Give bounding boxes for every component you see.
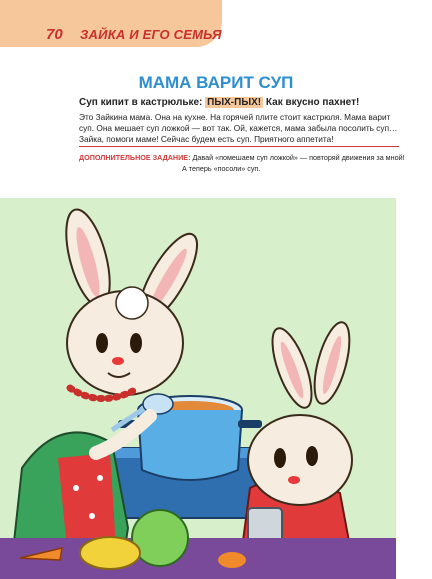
mother-nose bbox=[112, 357, 124, 365]
divider bbox=[79, 146, 399, 147]
extra-task-line1: Давай «помешаем суп ложкой» — повторяй движения за мной! bbox=[192, 153, 405, 162]
extra-task-label: ДОПОЛНИТЕЛЬНОЕ ЗАДАНИЕ: bbox=[79, 153, 191, 162]
series-title: ЗАЙКА И ЕГО СЕМЬЯ bbox=[80, 27, 222, 42]
lead-suffix: Как вкусно пахнет! bbox=[265, 97, 360, 108]
extra-task bbox=[79, 152, 405, 174]
mother-eye-left bbox=[96, 333, 108, 353]
squash bbox=[80, 537, 140, 569]
page-number: 70 bbox=[46, 26, 63, 43]
bunny-eye-left bbox=[274, 448, 286, 468]
carrot-slices bbox=[218, 552, 246, 568]
bunny-eye-right bbox=[306, 446, 318, 466]
lead-prefix: Суп кипит в кастрюльке: bbox=[79, 97, 203, 108]
bunny-nose bbox=[288, 476, 300, 484]
extra-task-line2: А теперь «посоли» суп. bbox=[182, 164, 261, 173]
story-body: Это Зайкина мама. Она на кухне. На горячей плите стоит кастрюля. Мама варит суп. Она мешает суп ложкой — вот так. Ой, кажется, мама забыла посолить суп… Зайка, помоги маме! Сейчас будем есть суп. Приятного аппетита! bbox=[79, 112, 398, 144]
mother-hair-curl bbox=[116, 287, 148, 319]
bunny-head bbox=[248, 415, 352, 505]
story-title: МАМА ВАРИТ СУП bbox=[138, 73, 294, 92]
illustration-mom-cooking-soup bbox=[0, 198, 396, 579]
cabbage bbox=[132, 510, 188, 566]
mother-eye-right bbox=[130, 333, 142, 353]
lead-sentence bbox=[79, 97, 359, 108]
lead-highlight: ПЫХ-ПЫХ! bbox=[207, 97, 262, 108]
pot-handle-right bbox=[238, 420, 262, 428]
